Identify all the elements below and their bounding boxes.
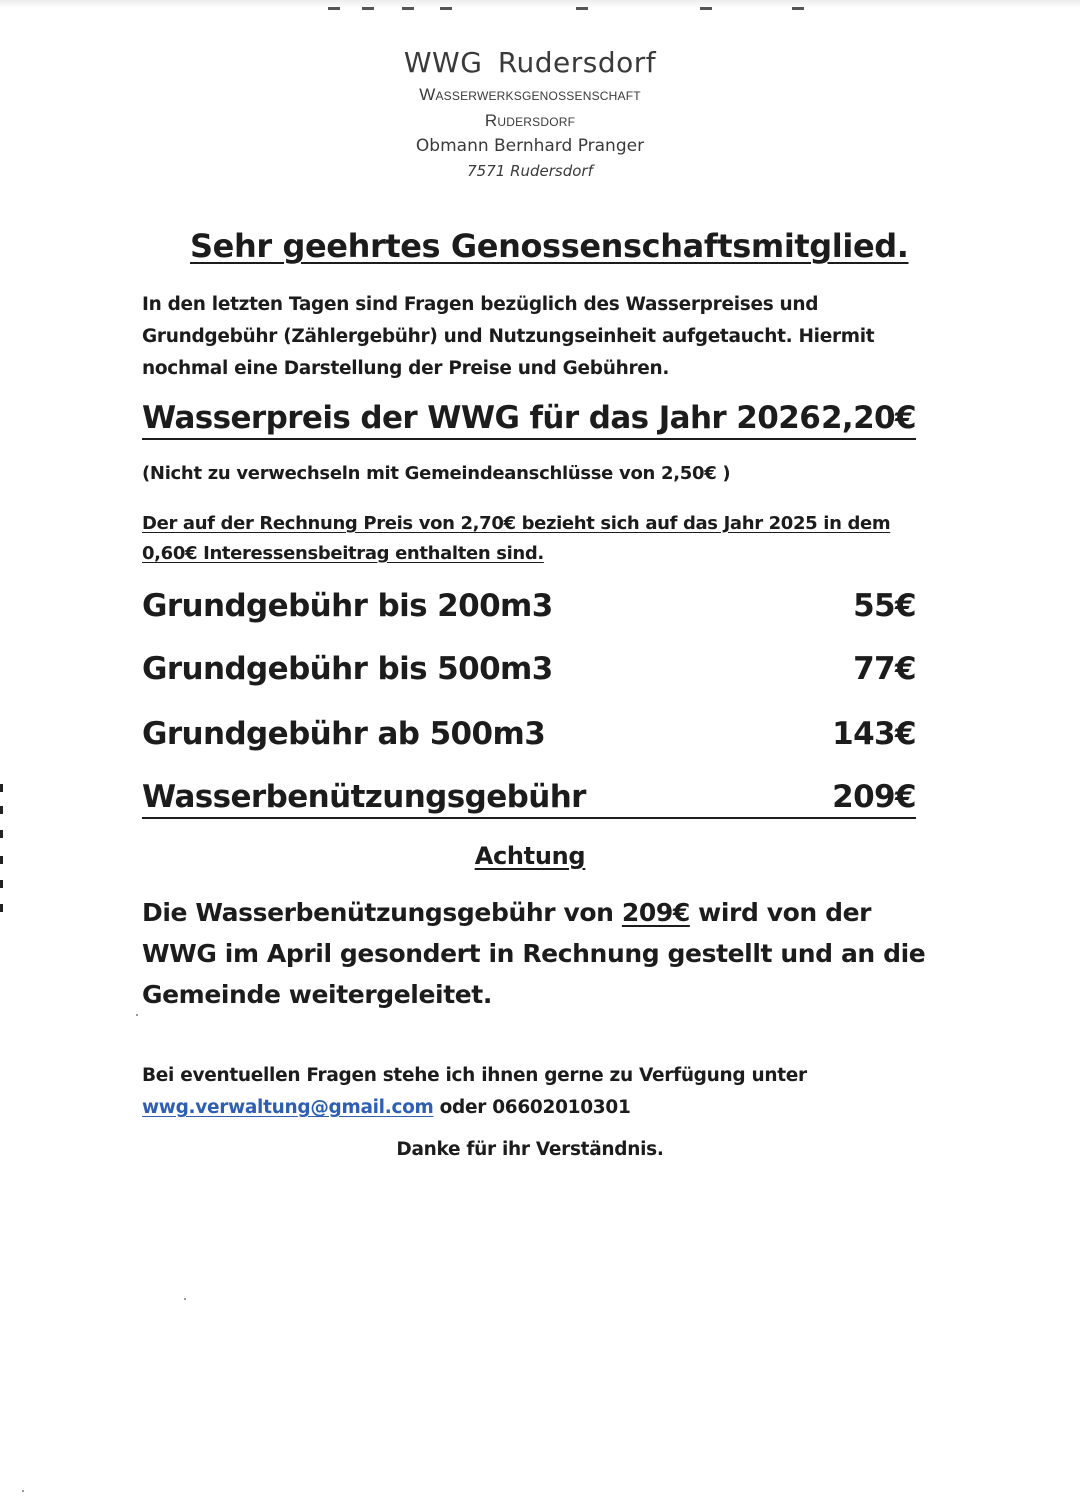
fee-label: Grundgebühr bis 500m3 — [142, 651, 553, 687]
fee-label: Grundgebühr bis 200m3 — [142, 588, 553, 624]
scan-edge-top — [0, 0, 1080, 8]
contact-text: Bei eventuellen Fragen stehe ich ihnen gerne zu Verfügung unter — [142, 1065, 807, 1086]
fee-value: 143€ — [832, 716, 916, 752]
letterhead-address: 7571 Rudersdorf — [467, 162, 593, 180]
fee-value: 209€ — [832, 779, 916, 815]
fee-label: Grundgebühr ab 500m3 — [142, 716, 546, 752]
water-price-row — [142, 400, 916, 440]
intro-paragraph: In den letzten Tagen sind Fragen bezüglich des Wasserpreises und Grundgebühr (Zählergebühr) und Nutzungseinheit aufgetaucht. Hiermit nochmal eine Darstellung der Preise und Gebühren. — [142, 294, 875, 379]
scan-edge-mark — [0, 784, 3, 792]
scan-edge-mark — [0, 806, 3, 814]
scan-speck — [136, 1014, 138, 1016]
contact-line — [142, 1092, 902, 1124]
contact-phone-prefix: oder — [433, 1097, 493, 1118]
contact-email-link[interactable]: wwg.verwaltung@gmail.com — [142, 1097, 434, 1118]
letterhead-org-line1: Wasserwerksgenossenschaft — [419, 85, 641, 104]
scan-mark — [440, 7, 452, 10]
community-note: (Nicht zu verwechseln mit Gemeindeanschlüsse von 2,50€ ) — [142, 463, 731, 484]
contact-phone: 06602010301 — [492, 1097, 631, 1118]
attention-title: Achtung — [474, 842, 586, 870]
water-price-label: Wasserpreis der WWG für das Jahr 2026 — [142, 400, 821, 436]
letterhead-name: WWG Rudersdorf — [403, 46, 657, 79]
water-price-value: 2,20€ — [820, 400, 916, 436]
fee-row — [142, 651, 916, 687]
letterhead — [280, 44, 780, 183]
attention-highlight: 209€ — [621, 898, 690, 927]
fee-label: Wasserbenützungsgebühr — [142, 779, 586, 815]
scan-mark — [402, 7, 414, 10]
attention-text — [142, 892, 942, 1015]
scan-edge-mark — [0, 904, 3, 912]
fee-value: 77€ — [853, 651, 916, 687]
invoice-note: Der auf der Rechnung Preis von 2,70€ bezieht sich auf das Jahr 2025 in dem 0,60€ Interessensbeitrag enthalten sind. — [142, 513, 891, 564]
fee-row — [142, 588, 916, 624]
fee-row — [142, 779, 916, 819]
salutation-heading: Sehr geehrtes Genossenschaftsmitglied. — [190, 227, 909, 265]
fee-row — [142, 716, 916, 752]
scan-mark — [362, 7, 374, 10]
scan-speck — [184, 1298, 186, 1300]
scan-speck — [22, 1490, 24, 1492]
scan-mark — [700, 7, 712, 10]
letterhead-chairman: Obmann Bernhard Pranger — [415, 136, 645, 156]
scan-edge-mark — [0, 830, 3, 838]
scan-mark — [328, 7, 340, 10]
scan-edge-mark — [0, 880, 3, 888]
letterhead-org-line2: Rudersdorf — [484, 111, 576, 130]
attention-text-after: wird von der WWG im April gesondert in Rechnung gestellt und an die Gemeinde weitergeleitet. — [142, 898, 926, 1009]
fee-value: 55€ — [853, 588, 916, 624]
thanks-line: Danke für ihr Verständnis. — [396, 1139, 664, 1160]
contact-paragraph — [142, 1060, 902, 1124]
scan-mark — [792, 7, 804, 10]
attention-text-before: Die Wasserbenützungsgebühr von — [142, 898, 622, 927]
scan-mark — [576, 7, 588, 10]
